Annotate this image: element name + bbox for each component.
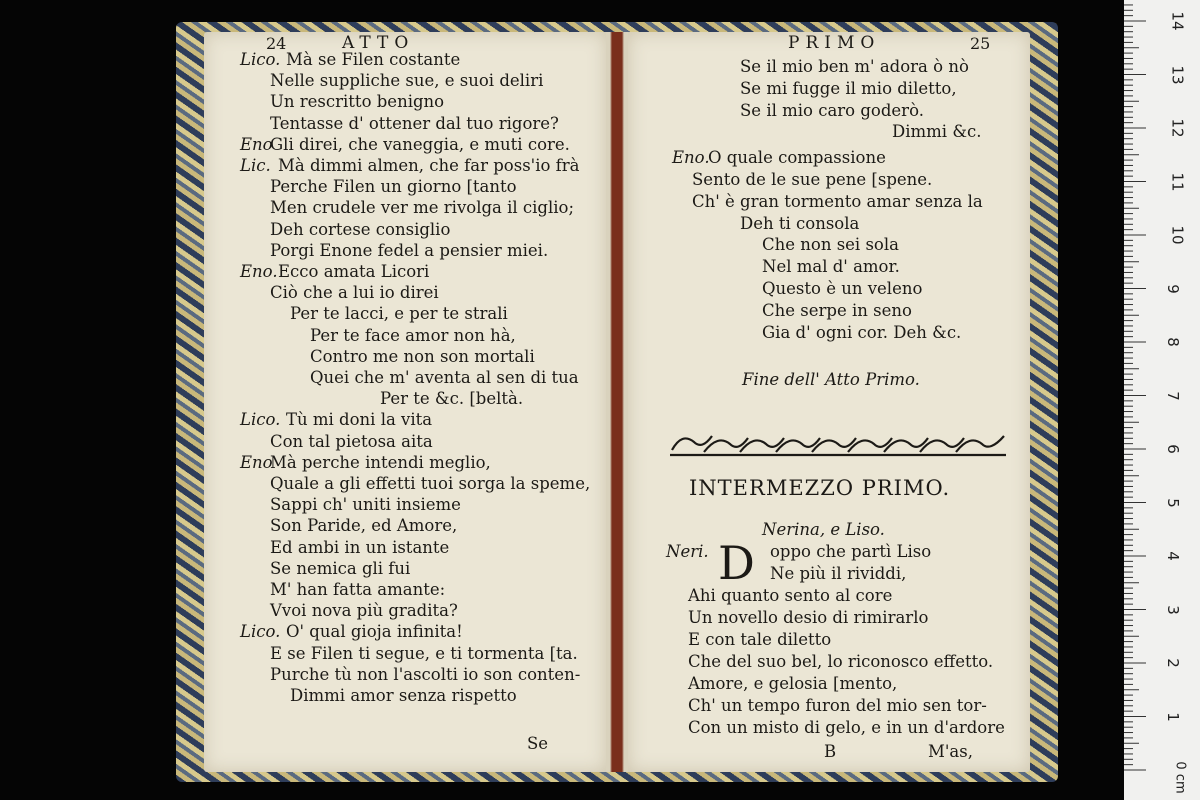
interlude-line: oppo che partì Liso: [770, 542, 932, 561]
verse-line: Per te lacci, e per te strali: [290, 304, 508, 324]
verse-line: Son Paride, ed Amore,: [270, 516, 458, 536]
ruler-mark: 2: [1163, 658, 1182, 668]
right-running-head: PRIMO: [788, 33, 881, 53]
verse-line: Questo è un veleno: [762, 279, 923, 298]
verse-line: Se il mio ben m' adora ò nò: [740, 57, 969, 76]
verse-line: Che serpe in seno: [762, 300, 912, 320]
verse-line: Quei che m' aventa al sen di tua: [310, 368, 579, 387]
verse-line: Tù mi doni la vita: [286, 410, 433, 430]
ruler-mark: 8: [1163, 337, 1182, 347]
speaker-label: Lic.: [240, 156, 271, 175]
verse-line: Ciò che a lui io direi: [270, 283, 439, 303]
verse-line: Nel mal d' amor.: [762, 257, 900, 277]
ruler-mark: 14: [1168, 11, 1187, 31]
verse-line: E se Filen ti segue, e ti tormenta [ta.: [270, 643, 578, 663]
verse-line: Per te face amor non hà,: [310, 325, 516, 345]
book-gutter: [606, 32, 628, 772]
drop-cap: D: [718, 536, 755, 590]
speaker-label: Eno.: [240, 262, 278, 281]
verse-line: Nelle suppliche sue, e suoi deliri: [270, 71, 544, 91]
interlude-line: Amore, e gelosia [mento,: [688, 674, 898, 693]
interlude-line: E con tale diletto: [688, 630, 832, 649]
interlude-speaker: Neri.: [666, 542, 709, 561]
ruler-mark: 3: [1163, 604, 1182, 615]
right-page-number: 25: [970, 34, 991, 53]
verse-line: Gia d' ogni cor. Deh &c.: [762, 322, 962, 342]
ruler-mark: 1: [1163, 711, 1182, 722]
ruler-mark: 7: [1163, 390, 1182, 401]
end-of-act-note: Fine dell' Atto Primo.: [742, 370, 920, 389]
ruler-ticks: [1124, 0, 1200, 800]
interlude-line: Ch' un tempo furon del mio sen tor-: [688, 696, 987, 715]
speaker-label: Eno: [240, 452, 273, 472]
verse-line: Vvoi nova più gradita?: [270, 601, 458, 621]
ruler-mark: 9: [1163, 283, 1182, 294]
verse-line: Perche Filen un giorno [tanto: [270, 177, 517, 197]
signature-mark: B: [824, 742, 837, 761]
verse-line: Porgi Enone fedel a pensier miei.: [270, 240, 549, 260]
interlude-line: Ahi quanto sento al core: [688, 586, 893, 605]
verse-line: Se nemica gli fui: [270, 558, 411, 578]
verse-line: Ch' è gran tormento amar senza la: [692, 191, 983, 211]
verse-line: Con tal pietosa aita: [270, 431, 433, 451]
verse-line: Dimmi amor senza rispetto: [290, 686, 517, 705]
verse-line: Un rescritto benigno: [270, 92, 445, 112]
ruler-mark: 6: [1163, 444, 1182, 454]
verse-line: Sappi ch' uniti insieme: [270, 495, 461, 515]
interlude-characters: Nerina, e Liso.: [762, 520, 885, 539]
ornament-band: [668, 428, 1008, 458]
verse-line: Deh ti consola: [740, 213, 860, 233]
verse-line: Mà dimmi almen, che far poss'io frà: [278, 156, 580, 175]
speaker-label: Lico.: [240, 410, 281, 430]
left-running-head: ATTO: [342, 33, 415, 53]
verse-line: Purche tù non l'ascolti io son conten-: [270, 664, 581, 684]
verse-line: Ed ambi in un istante: [270, 537, 450, 557]
speaker-label: Eno.: [672, 148, 710, 168]
verse-line: M' han fatta amante:: [270, 580, 446, 599]
speaker-label: Lico.: [240, 622, 281, 642]
verse-line: Men crudele ver me rivolga il ciglio;: [270, 198, 575, 218]
ruler-mark: 4: [1163, 551, 1182, 561]
verse-line: Che non sei sola: [762, 235, 899, 255]
verse-line: Deh cortese consiglio: [270, 219, 451, 239]
speaker-label: Lico.: [240, 50, 281, 69]
verse-line: Mà perche intendi meglio,: [270, 452, 491, 472]
interlude-line: Un novello desio di rimirarlo: [688, 608, 929, 627]
verse-line: Tentasse d' ottener dal tuo rigore?: [270, 113, 559, 133]
verse-line: Quale a gli effetti tuoi sorga la speme,: [270, 474, 591, 493]
left-page-number: 24: [266, 34, 287, 53]
right-catchword: M'as,: [928, 742, 973, 761]
speaker-label: Eno: [240, 134, 273, 154]
verse-line: Ecco amata Licori: [278, 262, 430, 281]
left-catchword: Se: [527, 734, 549, 753]
ruler-mark: 5: [1163, 497, 1182, 508]
ruler-mark: 11: [1168, 171, 1187, 192]
verse-line: O quale compassione: [708, 148, 886, 168]
verse-line: Mà se Filen costante: [286, 50, 461, 69]
verse-line: Contro me non son mortali: [310, 346, 535, 366]
interlude-line: Con un misto di gelo, e in un d'ardore: [688, 718, 1005, 737]
measurement-ruler: [1124, 0, 1200, 800]
ruler-unit: 0 cm: [1172, 761, 1188, 794]
verse-line: Dimmi &c.: [892, 122, 982, 142]
interlude-line: Che del suo bel, lo riconosco effetto.: [688, 652, 994, 671]
verse-line: Per te &c. [beltà.: [380, 389, 524, 409]
ruler-mark: 12: [1168, 118, 1187, 138]
verse-line: Se mi fugge il mio diletto,: [740, 78, 957, 98]
verse-line: Se il mio caro goderò.: [740, 100, 924, 120]
interlude-title: INTERMEZZO PRIMO.: [689, 476, 951, 500]
verse-line: Gli direi, che vaneggia, e muti core.: [270, 134, 570, 154]
ruler-mark: 10: [1168, 225, 1187, 245]
ruler-mark: 13: [1168, 64, 1187, 85]
interlude-line: Ne più il rividdi,: [770, 564, 907, 583]
verse-line: O' qual gioja infinita!: [286, 622, 463, 642]
verse-line: Sento de le sue pene [spene.: [692, 170, 933, 189]
